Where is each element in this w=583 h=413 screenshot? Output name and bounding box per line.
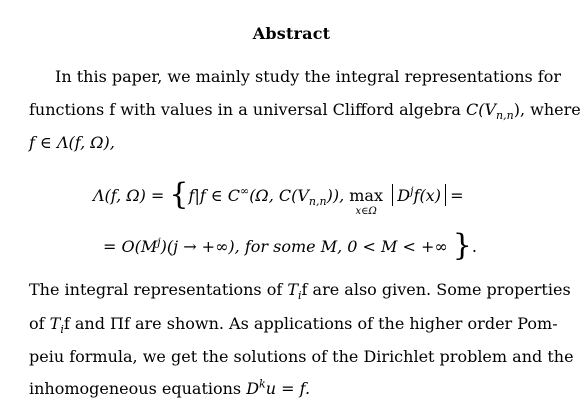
paragraph-2-line-1	[29, 280, 571, 303]
eq-set-start: f|f ∈ C	[188, 186, 241, 205]
eq-max-label: max	[349, 186, 383, 205]
p2-line4-k: k	[259, 377, 266, 391]
eq-inf-sup: ∞	[240, 184, 250, 198]
eq-abs-right-bar	[445, 184, 446, 206]
eq2-m-sup: j	[157, 235, 161, 249]
paragraph-1-line-2	[29, 100, 581, 123]
p2-line2-a: of	[29, 314, 50, 333]
p2-line1-tsub: i	[298, 289, 302, 303]
abstract-title: Abstract	[252, 24, 331, 43]
eq-deriv: D	[397, 186, 411, 205]
paragraph-2-line-2	[29, 314, 558, 337]
eq-set-mid: (Ω, C(V	[249, 186, 309, 205]
eq-brace-open: {	[169, 177, 189, 212]
paragraph-1-line-3: f ∈ Λ(f, Ω),	[29, 133, 115, 152]
p2-line1-t: T	[287, 280, 299, 299]
p1-line2-text: functions f with values in a universal Clifford algebra	[29, 100, 466, 119]
eq-end: =	[450, 186, 464, 205]
eq-abs-left-bar	[392, 184, 393, 206]
eq-brace-close: }	[452, 228, 472, 263]
eq2-start: = O(M	[103, 237, 158, 256]
eq-vsub: n,n	[308, 195, 327, 209]
paragraph-1-line-1: In this paper, we mainly study the integral representations for	[55, 67, 562, 86]
p1-line2-end: ), where	[513, 100, 581, 119]
paragraph-2-line-3: peiu formula, we get the solutions of the Dirichlet problem and the	[29, 347, 574, 366]
eq2-rest: )(j → +∞), for some M, 0 < M < +∞	[160, 237, 448, 256]
p1-line2-sub: n,n	[496, 109, 514, 123]
p2-line4-a: inhomogeneous equations	[29, 379, 247, 398]
equation-line-1	[93, 177, 464, 217]
eq-deriv-arg: f(x)	[413, 186, 441, 205]
eq-period: .	[471, 237, 477, 256]
paragraph-2-line-4	[29, 379, 310, 399]
p2-line4-d: D	[246, 379, 260, 398]
p2-line1-a: The integral representations of	[29, 280, 288, 299]
equation-line-2	[103, 228, 477, 263]
p2-line4-b: u = f.	[265, 379, 311, 398]
eq-max-sub: x∈Ω	[355, 206, 377, 217]
eq-lhs: Λ(f, Ω) =	[93, 186, 165, 205]
eq-max	[349, 186, 383, 217]
p1-line2-math: C(V	[465, 100, 497, 119]
p2-line2-b: f and Πf are shown. As applications of the higher order Pom-	[63, 314, 558, 333]
eq-set-mid2: )),	[326, 186, 345, 205]
p2-line2-t: T	[49, 314, 61, 333]
p2-line2-tsub: i	[60, 323, 64, 337]
eq-deriv-sup: j	[410, 184, 414, 198]
p2-line1-b: f are also given. Some properties	[301, 280, 571, 299]
